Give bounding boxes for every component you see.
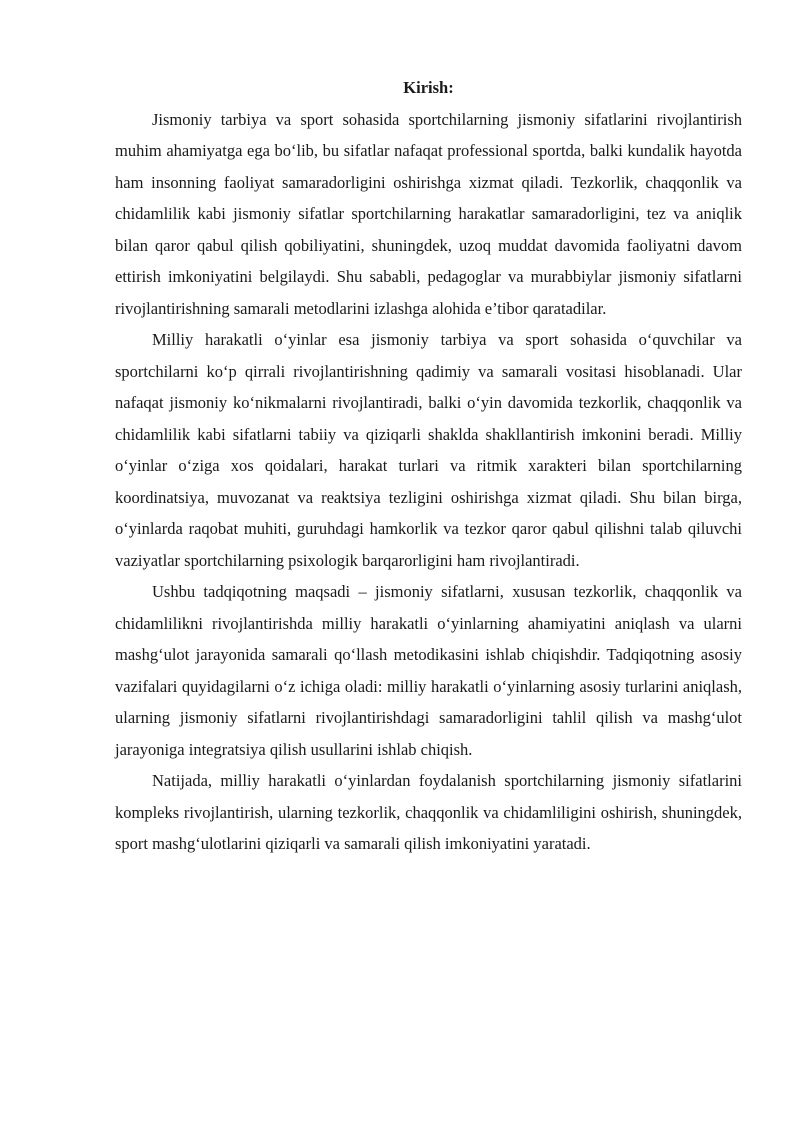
- document-body: [115, 72, 742, 860]
- paragraph: Natijada, milliy harakatli o‘yinlardan foydalanish sportchilarning jismoniy sifatlarini kompleks rivojlantirish, ularning tezkorlik, chaqqonlik va chidamliligini oshirish, shuningdek, sport mashg‘ulotlarini qiziqarli va samarali qilish imkoniyatini yaratadi.: [115, 771, 742, 853]
- paragraph: Ushbu tadqiqotning maqsadi – jismoniy sifatlarni, xususan tezkorlik, chaqqonlik va chidamlilikni rivojlantirishda milliy harakatli o‘yinlarning ahamiyatini aniqlash va ularni mashg‘ulot jarayonida samarali qo‘llash metodikasini ishlab chiqishdir. Tadqiqotning asosiy vazifalari quyidagilarni o‘z ichiga oladi: milliy harakatli o‘yinlarning asosiy turlarini aniqlash, ularning jismoniy sifatlarni rivojlantirishdagi samaradorligini tahlil qilish va mashg‘ulot jarayoniga integratsiya qilish usullarini ishlab chiqish.: [115, 582, 742, 759]
- section-heading: Kirish:: [403, 78, 454, 97]
- paragraph: Milliy harakatli o‘yinlar esa jismoniy tarbiya va sport sohasida o‘quvchilar va sportchilarni ko‘p qirrali rivojlantirishning qadimiy va samarali vositasi hisoblanadi. Ular nafaqat jismoniy ko‘nikmalarni rivojlantiradi, balki o‘yin davomida tezkorlik, chaqqonlik va chidamlilik kabi sifatlarni tabiiy va qiziqarli shaklda shakllantirish imkonini beradi. Milliy o‘yinlar o‘ziga xos qoidalari, harakat turlari va ritmik xarakteri bilan sportchilarning koordinatsiya, muvozanat va reaktsiya tezligini oshirishga xizmat qiladi. Shu bilan birga, o‘yinlarda raqobat muhiti, guruhdagi hamkorlik va tezkor qaror qabul qilishni talab qiluvchi vaziyatlar sportchilarning psixologik barqarorligini ham rivojlantiradi.: [115, 330, 742, 570]
- paragraph: Jismoniy tarbiya va sport sohasida sportchilarning jismoniy sifatlarini rivojlantirish muhim ahamiyatga ega bo‘lib, bu sifatlar nafaqat professional sportda, balki kundalik hayotda ham insonning faoliyat samaradorligini oshirishga xizmat qiladi. Tezkorlik, chaqqonlik va chidamlilik kabi jismoniy sifatlar sportchilarning harakatlar samaradorligini, tez va aniqlik bilan qaror qabul qilish qobiliyatini, shuningdek, uzoq muddat davomida faoliyatni davom ettirish imkoniyatini belgilaydi. Shu sababli, pedagoglar va murabbiylar jismoniy sifatlarni rivojlantirishning samarali metodlarini izlashga alohida e’tibor qaratadilar.: [115, 109, 742, 318]
